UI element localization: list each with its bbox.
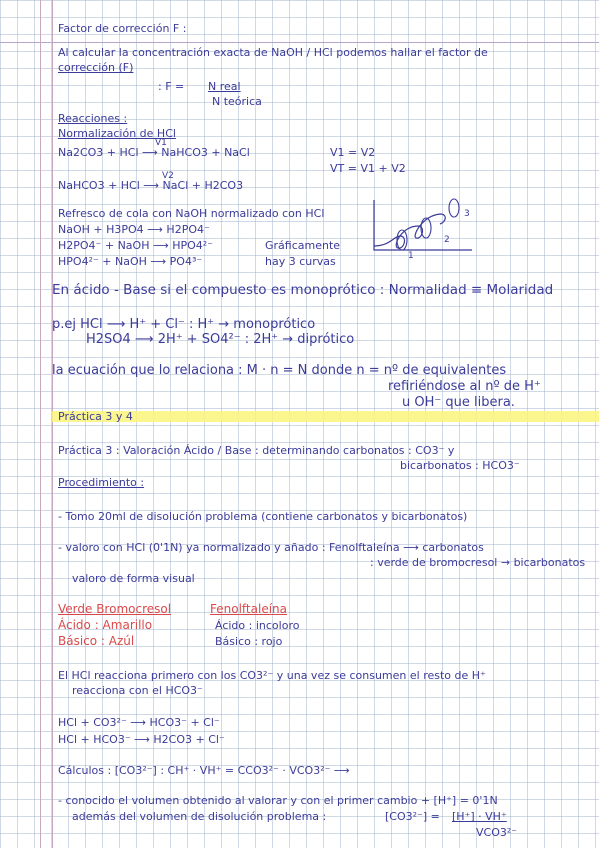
v2-label: V2 xyxy=(162,171,174,181)
last-line-2: además del volumen de disolución problema : xyxy=(72,810,327,823)
header-rule xyxy=(0,42,599,43)
titration-curves-sketch xyxy=(368,196,478,268)
fenolftaleina-title: Fenolftaleína xyxy=(210,602,287,616)
fen-basic: Básico : rojo xyxy=(215,635,283,648)
calc-line: Cálculos : [CO3²⁻] : CH⁺ · VH⁺ = CCO3²⁻ · VCO3²⁻ ⟶ xyxy=(58,764,350,777)
last-line-1: - conocido el volumen obtenido al valorar y con el primer cambio + [H⁺] = 0'1N xyxy=(58,794,498,807)
text-line-2: reacciona con el HCO3⁻ xyxy=(72,684,203,697)
volume-eq-2: VT = V1 + V2 xyxy=(330,162,406,175)
acid-base-line: En ácido - Base si el compuesto es monoprótico : Normalidad ≡ Molaridad xyxy=(52,282,554,298)
volume-eq-1: V1 = V2 xyxy=(330,146,376,159)
text-line-1: El HCl reacciona primero con los CO3²⁻ y una vez se consumen el resto de H⁺ xyxy=(58,669,486,682)
equation-line-3: u OH⁻ que libera. xyxy=(402,395,515,410)
step-1: - Tomo 20ml de disolución problema (contiene carbonatos y bicarbonatos) xyxy=(58,510,468,523)
verde-bromocresol-title: Verde Bromocresol xyxy=(58,602,172,616)
margin-line xyxy=(52,0,53,848)
refresco-reaction-1: NaOH + H3PO4 ⟶ H2PO4⁻ xyxy=(58,223,210,236)
refresco-title: Refresco de cola con NaOH normalizado con HCl xyxy=(58,207,325,220)
v1-label: V1 xyxy=(155,138,167,148)
procedure-title: Procedimiento : xyxy=(58,476,145,489)
intro-line-1: Al calcular la concentración exacta de NaOH / HCl podemos hallar el factor de xyxy=(58,46,488,59)
last-formula-numerator: [H⁺] · VH⁺ xyxy=(452,810,507,823)
practica-heading: Práctica 3 y 4 xyxy=(58,410,133,423)
formula-numerator: N real xyxy=(208,80,241,93)
practica-3-line-2: bicarbonatos : HCO3⁻ xyxy=(400,459,520,472)
refresco-reaction-3: HPO4²⁻ + NaOH ⟶ PO4³⁻ xyxy=(58,255,203,268)
last-formula-denominator: VCO3²⁻ xyxy=(476,826,518,839)
practica-3-line: Práctica 3 : Valoración Ácido / Base : determinando carbonatos : CO3⁻ y xyxy=(58,444,455,457)
reaction-hcl-2: HCl + HCO3⁻ ⟶ H2CO3 + Cl⁻ xyxy=(58,733,225,746)
reaction-2: NaHCO3 + HCl ⟶ NaCl + H2CO3 xyxy=(58,179,244,192)
curve-label: 3 xyxy=(464,209,470,219)
example-1: p.ej HCl ⟶ H⁺ + Cl⁻ : H⁺ → monoprótico xyxy=(52,317,316,332)
equation-line-2: refiriéndose al nº de H⁺ xyxy=(388,379,541,394)
page-title: Factor de corrección F : xyxy=(58,22,187,35)
graph-note-2: hay 3 curvas xyxy=(265,255,336,268)
formula-denominator: N teórica xyxy=(212,95,262,108)
highlight-bar xyxy=(52,411,599,422)
verde-basic: Básico : Azúl xyxy=(58,634,135,648)
margin-line xyxy=(40,0,41,848)
last-formula: [CO3²⁻] = xyxy=(385,810,440,823)
step-2b: : verde de bromocresol → bicarbonatos xyxy=(370,556,586,569)
verde-acid: Ácido : Amarillo xyxy=(58,618,153,632)
equation-line-1: la ecuación que lo relaciona : M · n = N donde n = nº de equivalentes xyxy=(52,363,507,378)
step-2: - valoro con HCl (0'1N) ya normalizado y añado : Fenolftaleína ⟶ carbonatos xyxy=(58,541,484,554)
reactions-subtitle: Normalización de HCl xyxy=(58,127,176,140)
reaction-hcl-1: HCl + CO3²⁻ ⟶ HCO3⁻ + Cl⁻ xyxy=(58,716,220,729)
curve-label: 1 xyxy=(408,251,414,261)
graph-note-1: Gráficamente xyxy=(265,239,341,252)
formula-lhs: : F = xyxy=(158,80,185,93)
step-3: valoro de forma visual xyxy=(72,572,195,585)
curve-label: 2 xyxy=(444,235,450,245)
refresco-reaction-2: H2PO4⁻ + NaOH ⟶ HPO4²⁻ xyxy=(58,239,214,252)
intro-line-2: corrección (F) xyxy=(58,61,134,74)
reactions-title: Reacciones : xyxy=(58,112,128,125)
fen-acid: Ácido : incoloro xyxy=(215,619,300,632)
reaction-1: Na2CO3 + HCl ⟶ NaHCO3 + NaCl xyxy=(58,146,250,159)
example-2: H2SO4 ⟶ 2H⁺ + SO4²⁻ : 2H⁺ → diprótico xyxy=(86,332,355,347)
